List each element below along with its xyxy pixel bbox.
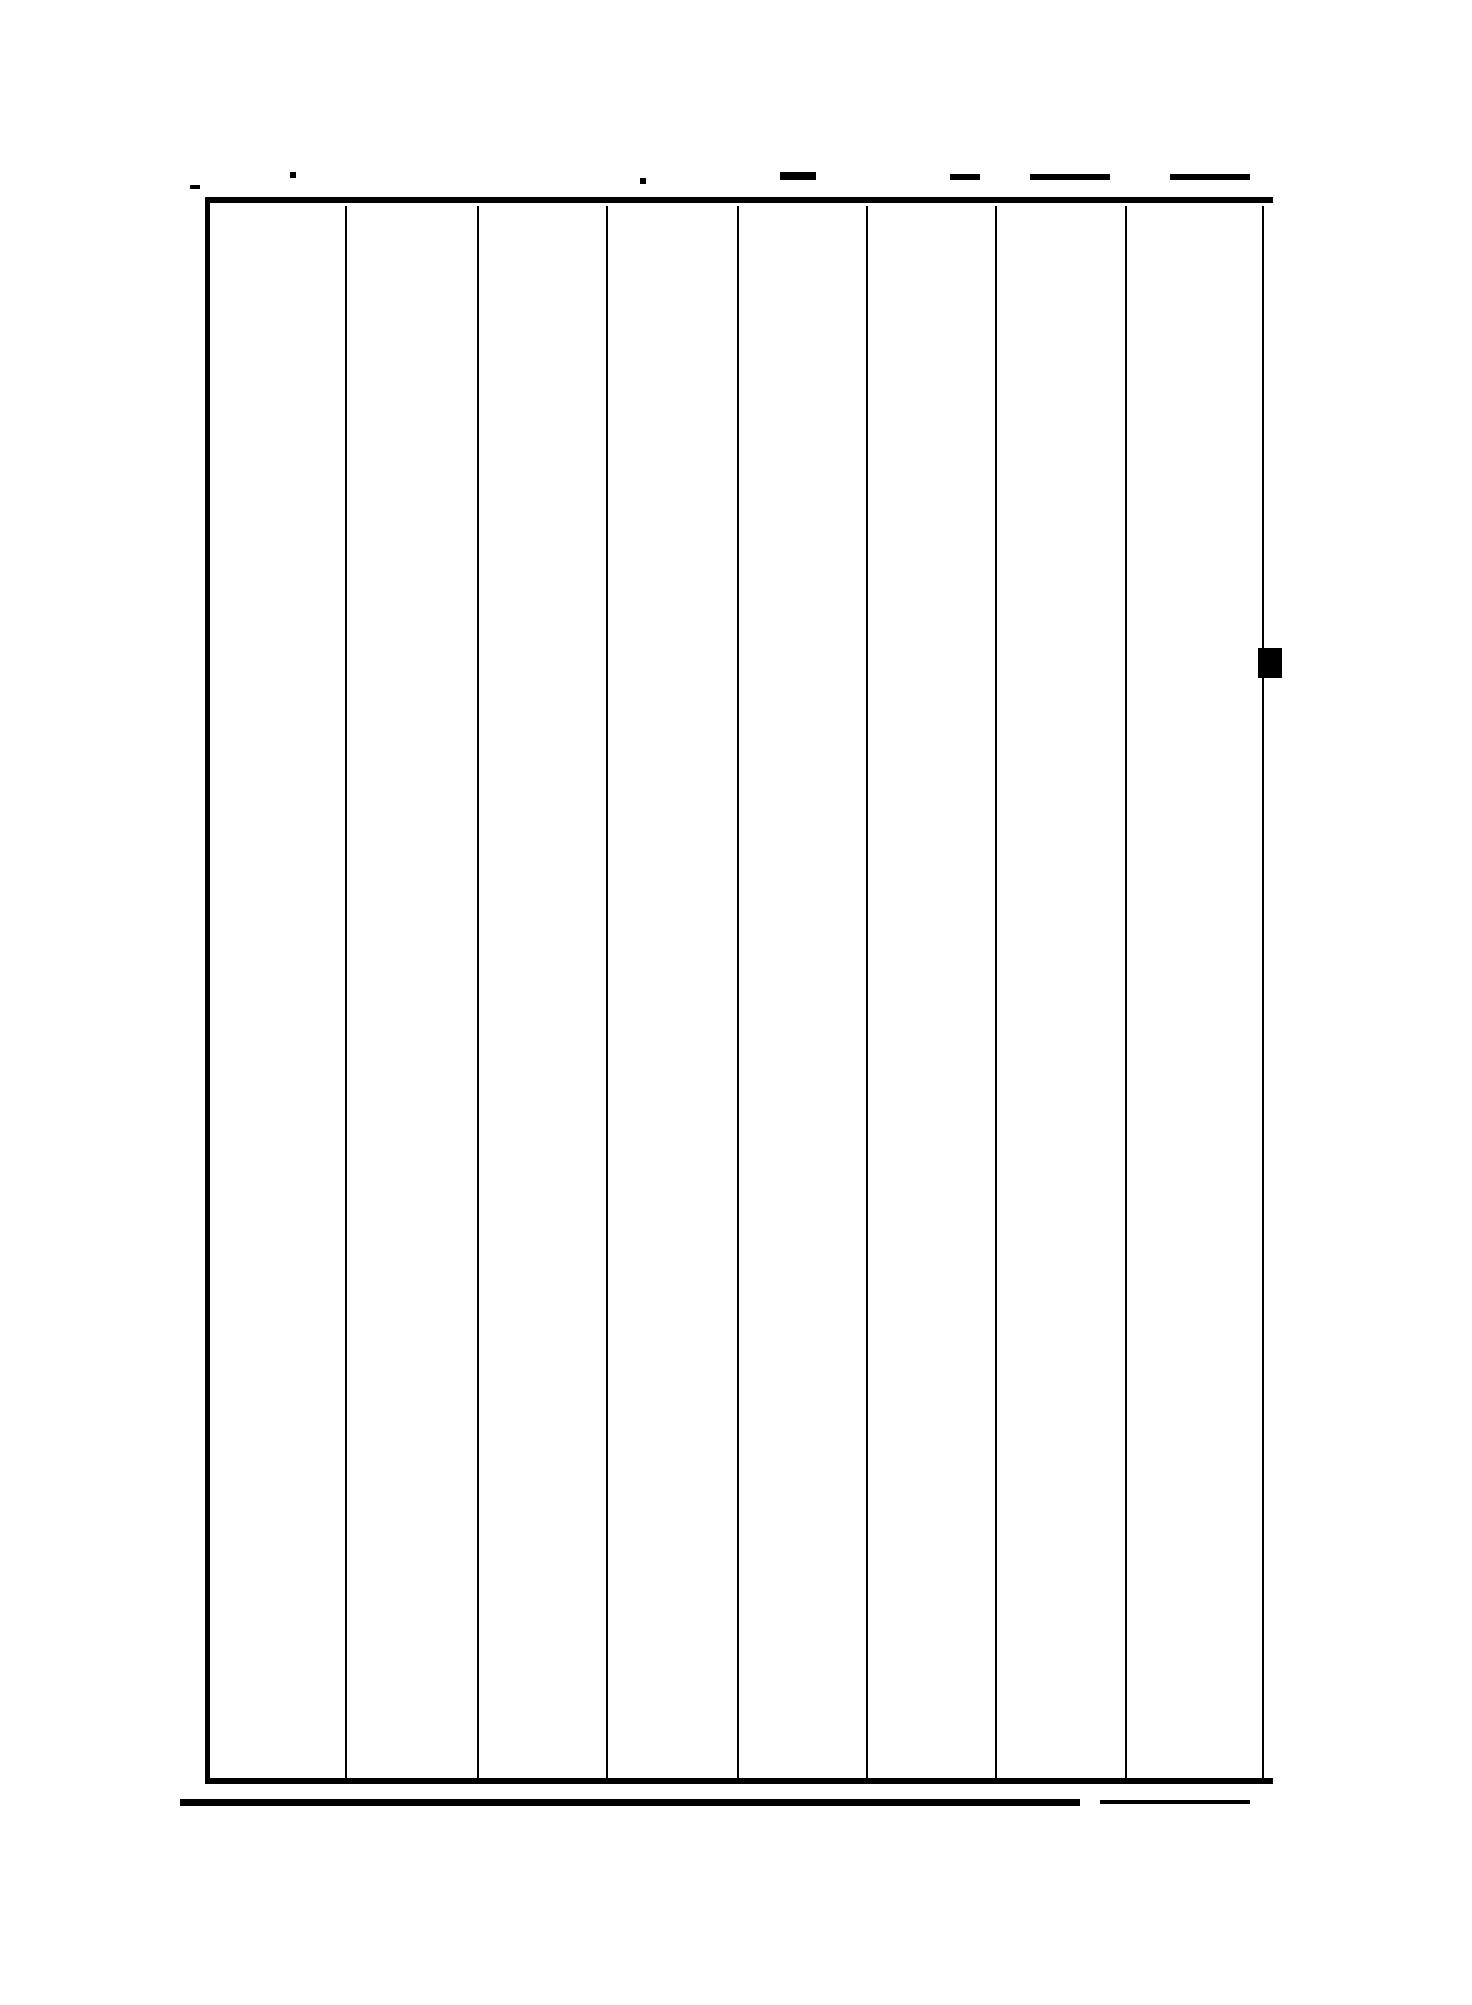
column-divider xyxy=(345,206,347,1778)
scan-speck xyxy=(780,172,816,180)
scan-speck xyxy=(640,178,646,184)
edge-mark xyxy=(1258,648,1282,678)
right-edge-line xyxy=(1262,206,1264,1778)
bottom-rule xyxy=(180,1799,1080,1806)
bottom-rule-broken xyxy=(1100,1800,1250,1804)
column-divider xyxy=(995,206,997,1778)
heading-char xyxy=(1200,206,1256,266)
vertical-line-1 xyxy=(1200,206,1256,1778)
column-divider xyxy=(477,206,479,1778)
scan-speck xyxy=(1170,174,1250,180)
scan-speck xyxy=(1030,174,1110,180)
column-divider xyxy=(606,206,608,1778)
scan-speck xyxy=(190,185,200,189)
scan-speck xyxy=(950,174,980,180)
column-divider xyxy=(737,206,739,1778)
column-divider xyxy=(866,206,868,1778)
scan-speck xyxy=(290,172,296,178)
text-column xyxy=(1130,206,1260,1778)
column-divider xyxy=(1125,206,1127,1778)
text-block-frame xyxy=(205,197,1273,1784)
